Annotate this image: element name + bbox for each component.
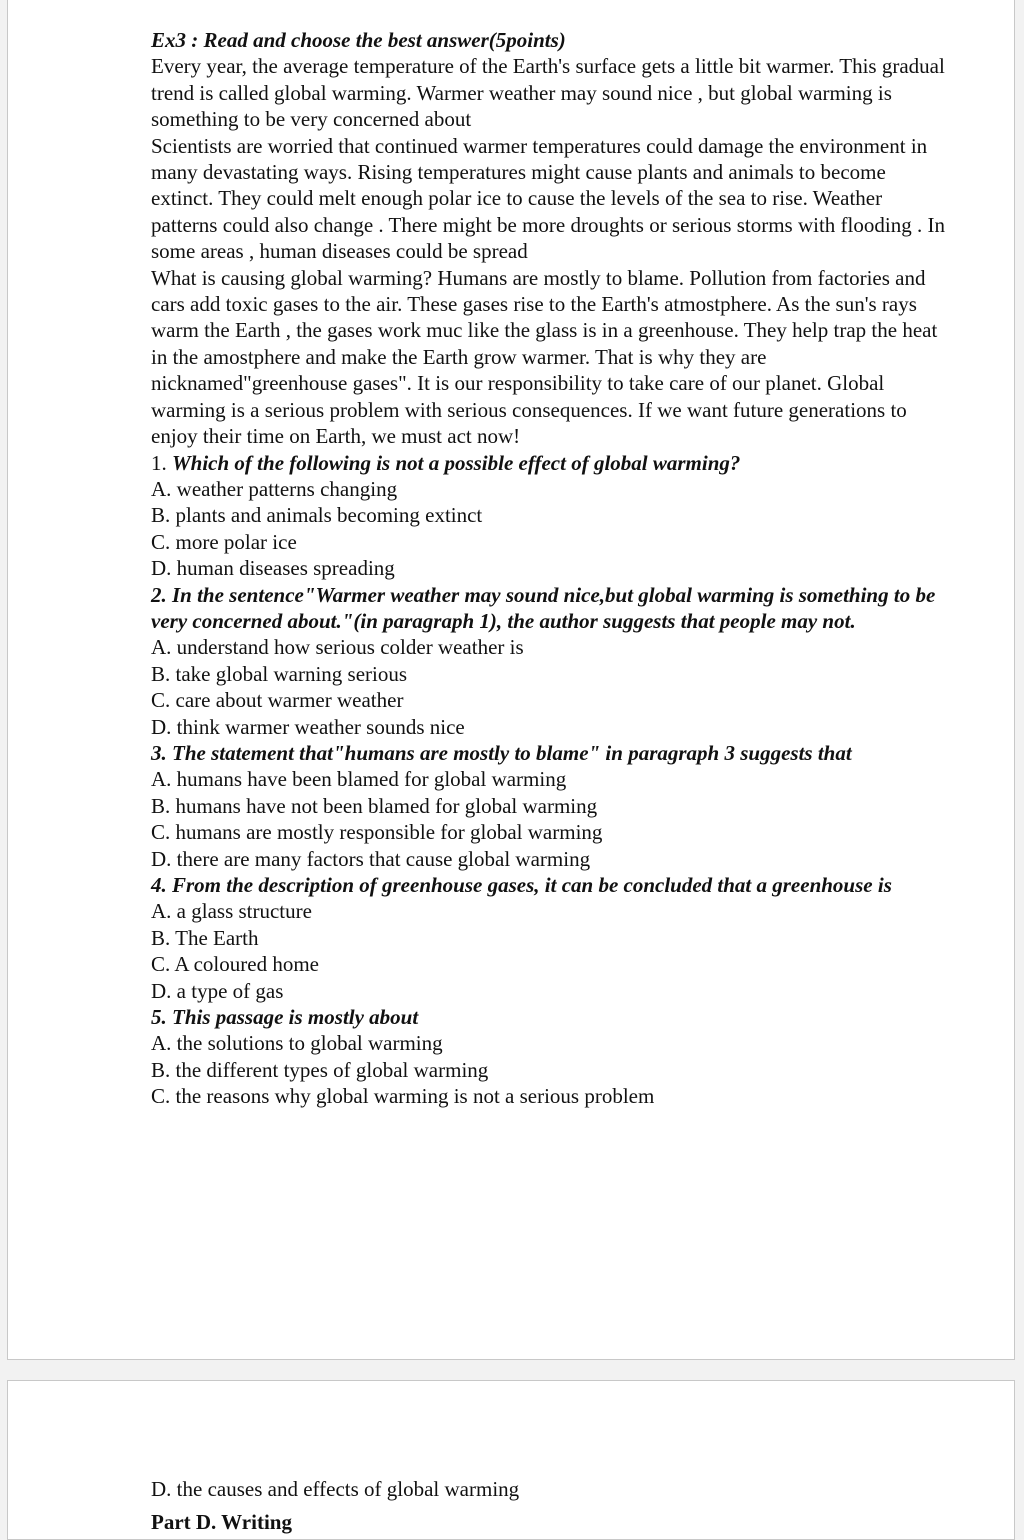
paragraph-2: Scientists are worried that continued warmer temperatures could damage the environment in many devastating ways. Rising temperatures might cause plants and animals to become extinct. They could melt enough polar ice to cause the levels of the sea to rise. Weather patterns could also change . There might be more droughts or serious storms with flooding . In some areas , human diseases could be spread [151, 133, 945, 264]
question-4-stem [151, 872, 951, 898]
paragraph-1: Every year, the average temperature of the Earth's surface gets a little bit warmer. This gradual trend is called global warming. Warmer weather may sound nice , but global warming is something to be very concerned about [151, 54, 945, 132]
question-5-option-b: B. the different types of global warming [151, 1057, 489, 1082]
question-1-text: Which of the following is not a possible effect of global warming? [172, 450, 741, 475]
question-3 [151, 740, 951, 872]
question-2-number: 2. [151, 582, 167, 607]
question-5 [151, 1004, 951, 1110]
question-3-option-c: C. humans are mostly responsible for global warming [151, 820, 603, 845]
page-1-content [151, 27, 951, 1110]
question-1-stem [151, 450, 951, 476]
question-4-text: From the description of greenhouse gases, it can be concluded that a greenhouse is [172, 873, 892, 897]
question-4-number: 4. [151, 873, 167, 897]
question-2-option-c: C. care about warmer weather [151, 688, 404, 713]
question-5-option-c: C. the reasons why global warming is not a serious problem [151, 1084, 655, 1109]
document-page-1 [7, 0, 1015, 1360]
question-1-option-b: B. plants and animals becoming extinct [151, 503, 483, 528]
question-2-stem [151, 582, 951, 635]
question-5-option-d: D. the causes and effects of global warming [151, 1477, 520, 1501]
question-2-text: In the sentence"Warmer weather may sound nice,but global warming is something to be very concerned about."(in paragraph 1), the author suggests that people may not. [151, 582, 936, 633]
question-3-number: 3. [151, 740, 167, 765]
question-1-option-d: D. human diseases spreading [151, 556, 395, 581]
question-3-stem [151, 740, 951, 766]
document-page-2 [7, 1380, 1015, 1540]
question-3-option-b: B. humans have not been blamed for global warming [151, 793, 598, 818]
question-1 [151, 450, 951, 582]
question-5-option-a: A. the solutions to global warming [151, 1031, 443, 1056]
page-2-content [151, 1476, 951, 1502]
question-1-option-c: C. more polar ice [151, 529, 297, 554]
question-2-option-a: A. understand how serious colder weather is [151, 635, 524, 660]
question-4-option-c: C. A coloured home [151, 952, 319, 977]
question-2-option-d: D. think warmer weather sounds nice [151, 714, 465, 739]
exercise-title: Ex3 : Read and choose the best answer(5points) [151, 28, 566, 52]
question-4-option-d: D. a type of gas [151, 978, 284, 1003]
paragraph-3: What is causing global warming? Humans are mostly to blame. Pollution from factories and cars add toxic gases to the air. These gases rise to the Earth's atmostphere. As the sun's rays warm the Earth , the gases work muc like the glass is in a greenhouse. They help trap the heat in the amostphere and make the Earth grow warmer. That is why they are nicknamed"greenhouse gases". It is our responsibility to take care of our planet. Global warming is a serious problem with serious consequences. If we want future generations to enjoy their time on Earth, we must act now! [151, 265, 938, 449]
question-3-text: The statement that"humans are mostly to blame" in paragraph 3 suggests that [172, 740, 852, 765]
question-5-text: This passage is mostly about [172, 1005, 419, 1030]
question-1-number: 1. [151, 450, 167, 475]
question-5-number: 5. [151, 1005, 167, 1030]
question-2 [151, 582, 951, 740]
question-5-stem [151, 1004, 951, 1030]
question-3-option-a: A. humans have been blamed for global warming [151, 767, 567, 792]
question-4 [151, 872, 951, 1004]
question-4-option-b: B. The Earth [151, 925, 259, 950]
part-d-heading-cut-off: Part D. Writing [151, 1510, 292, 1534]
question-1-option-a: A. weather patterns changing [151, 476, 398, 501]
question-4-option-a: A. a glass structure [151, 899, 312, 924]
question-3-option-d: D. there are many factors that cause global warming [151, 846, 591, 871]
question-2-option-b: B. take global warning serious [151, 661, 408, 686]
